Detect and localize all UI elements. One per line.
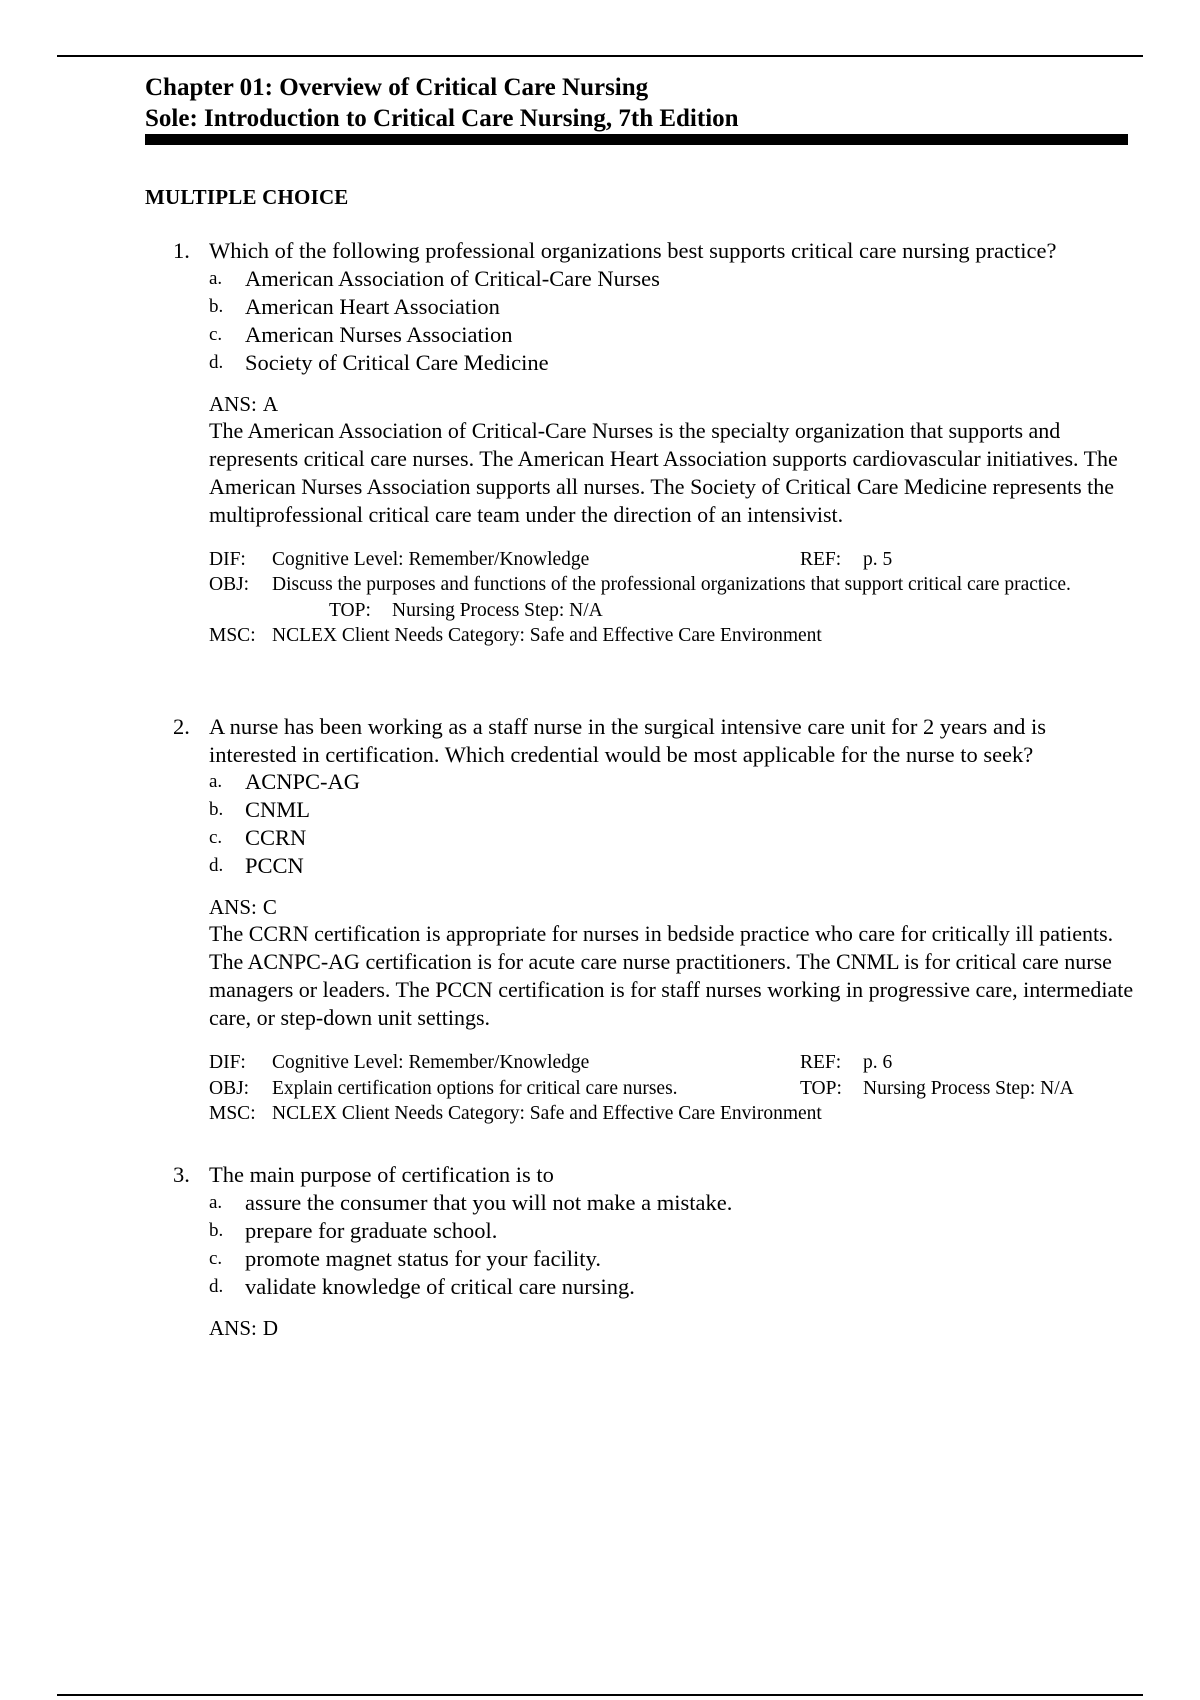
choice-text: CCRN [245, 825, 307, 850]
question-metadata [209, 547, 1139, 649]
choice-text: assure the consumer that you will not make a mistake. [245, 1189, 733, 1215]
ref-group [800, 1050, 892, 1076]
obj-row [209, 572, 1139, 623]
answer-label: ANS: [209, 1315, 257, 1340]
choice-letter: a. [209, 267, 223, 289]
obj-label: OBJ: [209, 1077, 250, 1099]
choice-letter: b. [209, 1219, 224, 1241]
question-metadata [209, 1050, 1139, 1127]
question-2 [0, 713, 1200, 1127]
question-1 [0, 237, 1200, 649]
ref-label: REF: [800, 548, 842, 570]
msc-label: MSC: [209, 1103, 256, 1124]
obj-row [209, 1076, 1139, 1102]
book-title: Sole: Introduction to Critical Care Nursing, 7th Edition [145, 105, 739, 132]
question-text: A nurse has been working as a staff nurse in the surgical intensive care unit for 2 years and is interested in certification. Which credential would be most applicable for the nurse to seek? [209, 714, 1047, 767]
msc-label: MSC: [209, 625, 256, 646]
choice-letter: b. [209, 295, 224, 317]
top-label: TOP: [329, 599, 371, 621]
msc-row [209, 623, 1139, 649]
choice-text: CNML [245, 797, 311, 822]
choice-a [0, 1189, 1200, 1217]
question-stem [0, 1161, 1200, 1189]
section-title: MULTIPLE CHOICE [145, 185, 349, 209]
document-header [145, 72, 1135, 134]
bottom-divider [57, 1694, 1143, 1696]
choice-d [0, 349, 1200, 377]
choice-b [0, 293, 1200, 321]
answer-label: ANS: [209, 391, 257, 416]
answer-line [209, 894, 1200, 920]
rationale: The CCRN certification is appropriate for nurses in bedside practice who care for critically ill patients. The ACNPC-AG certification is for acute care nurse practitioners. The CNML is for critical care nurse managers or leaders. The PCCN certification is for staff nurses working in progressive care, intermediate care, or step-down unit settings. [209, 921, 1134, 1030]
question-number: 1. [173, 238, 190, 263]
choice-text: promote magnet status for your facility. [245, 1245, 601, 1271]
choice-letter: d. [209, 1275, 224, 1297]
choice-d [0, 1273, 1200, 1301]
question-number: 2. [173, 714, 190, 739]
header-rule [145, 134, 1128, 145]
obj-label: OBJ: [209, 574, 250, 595]
choice-letter: a. [209, 771, 223, 792]
question-text: Which of the following professional organizations best supports critical care nursing practice? [209, 238, 1057, 263]
obj-value: Discuss the purposes and functions of the professional organizations that support critical care practice. [272, 574, 1071, 595]
obj-value: Explain certification options for critical care nurses. [272, 1077, 678, 1099]
choice-b [0, 796, 1200, 824]
top-label: TOP: [800, 1077, 842, 1099]
ref-value: p. 5 [863, 548, 893, 570]
answer-line [209, 391, 1200, 417]
ref-label: REF: [800, 1052, 842, 1073]
top-divider [57, 55, 1143, 57]
question-stem [0, 713, 1200, 768]
choice-c [0, 1245, 1200, 1273]
answer-label: ANS: [209, 895, 257, 919]
top-value: Nursing Process Step: N/A [392, 599, 603, 621]
choice-a [0, 768, 1200, 796]
msc-row [209, 1101, 1139, 1127]
choice-c [0, 321, 1200, 349]
choice-text: ACNPC-AG [245, 769, 361, 794]
choice-letter: b. [209, 799, 224, 820]
choice-text: American Heart Association [245, 293, 500, 319]
choice-text: American Association of Critical-Care Nurses [245, 265, 660, 291]
rationale: The American Association of Critical-Care Nurses is the specialty organization that supports and represents critical care nurses. The American Heart Association supports cardiovascular initiatives. The American Nurses Association supports all nurses. The Society of Critical Care Medicine represents the multiprofessional critical care team under the direction of an intensivist. [209, 417, 1118, 527]
question-3 [0, 1161, 1200, 1341]
question-number: 3. [173, 1162, 190, 1187]
choice-text: Society of Critical Care Medicine [245, 349, 549, 375]
choice-text: validate knowledge of critical care nursing. [245, 1273, 635, 1299]
choice-letter: c. [209, 323, 223, 345]
choice-letter: a. [209, 1191, 223, 1213]
dif-label: DIF: [209, 1052, 246, 1073]
chapter-title: Chapter 01: Overview of Critical Care Nursing [145, 74, 649, 101]
ref-value: p. 6 [863, 1052, 893, 1073]
dif-row [209, 1050, 1139, 1076]
msc-value: NCLEX Client Needs Category: Safe and Effective Care Environment [272, 625, 822, 646]
answer-value: A [262, 391, 279, 416]
choice-letter: c. [209, 1247, 223, 1269]
choice-text: American Nurses Association [245, 321, 513, 347]
choice-letter: d. [209, 351, 224, 373]
answer-value: D [262, 1315, 279, 1340]
answer-line [209, 1315, 1200, 1341]
choice-c [0, 824, 1200, 852]
answer-value: C [262, 895, 277, 919]
choice-a [0, 265, 1200, 293]
dif-value: Cognitive Level: Remember/Knowledge [272, 548, 590, 570]
choice-b [0, 1217, 1200, 1245]
dif-label: DIF: [209, 548, 246, 570]
dif-value: Cognitive Level: Remember/Knowledge [272, 1052, 590, 1073]
top-value: Nursing Process Step: N/A [863, 1077, 1074, 1099]
dif-row [209, 547, 1139, 573]
choice-text: PCCN [245, 853, 304, 878]
ref-group [800, 547, 892, 573]
top-group [800, 1076, 1074, 1102]
msc-value: NCLEX Client Needs Category: Safe and Effective Care Environment [272, 1103, 822, 1124]
choice-letter: c. [209, 827, 223, 848]
choice-d [0, 852, 1200, 880]
question-text: The main purpose of certification is to [209, 1162, 554, 1187]
choice-text: prepare for graduate school. [245, 1217, 498, 1243]
choice-letter: d. [209, 855, 224, 876]
question-stem [0, 237, 1200, 265]
